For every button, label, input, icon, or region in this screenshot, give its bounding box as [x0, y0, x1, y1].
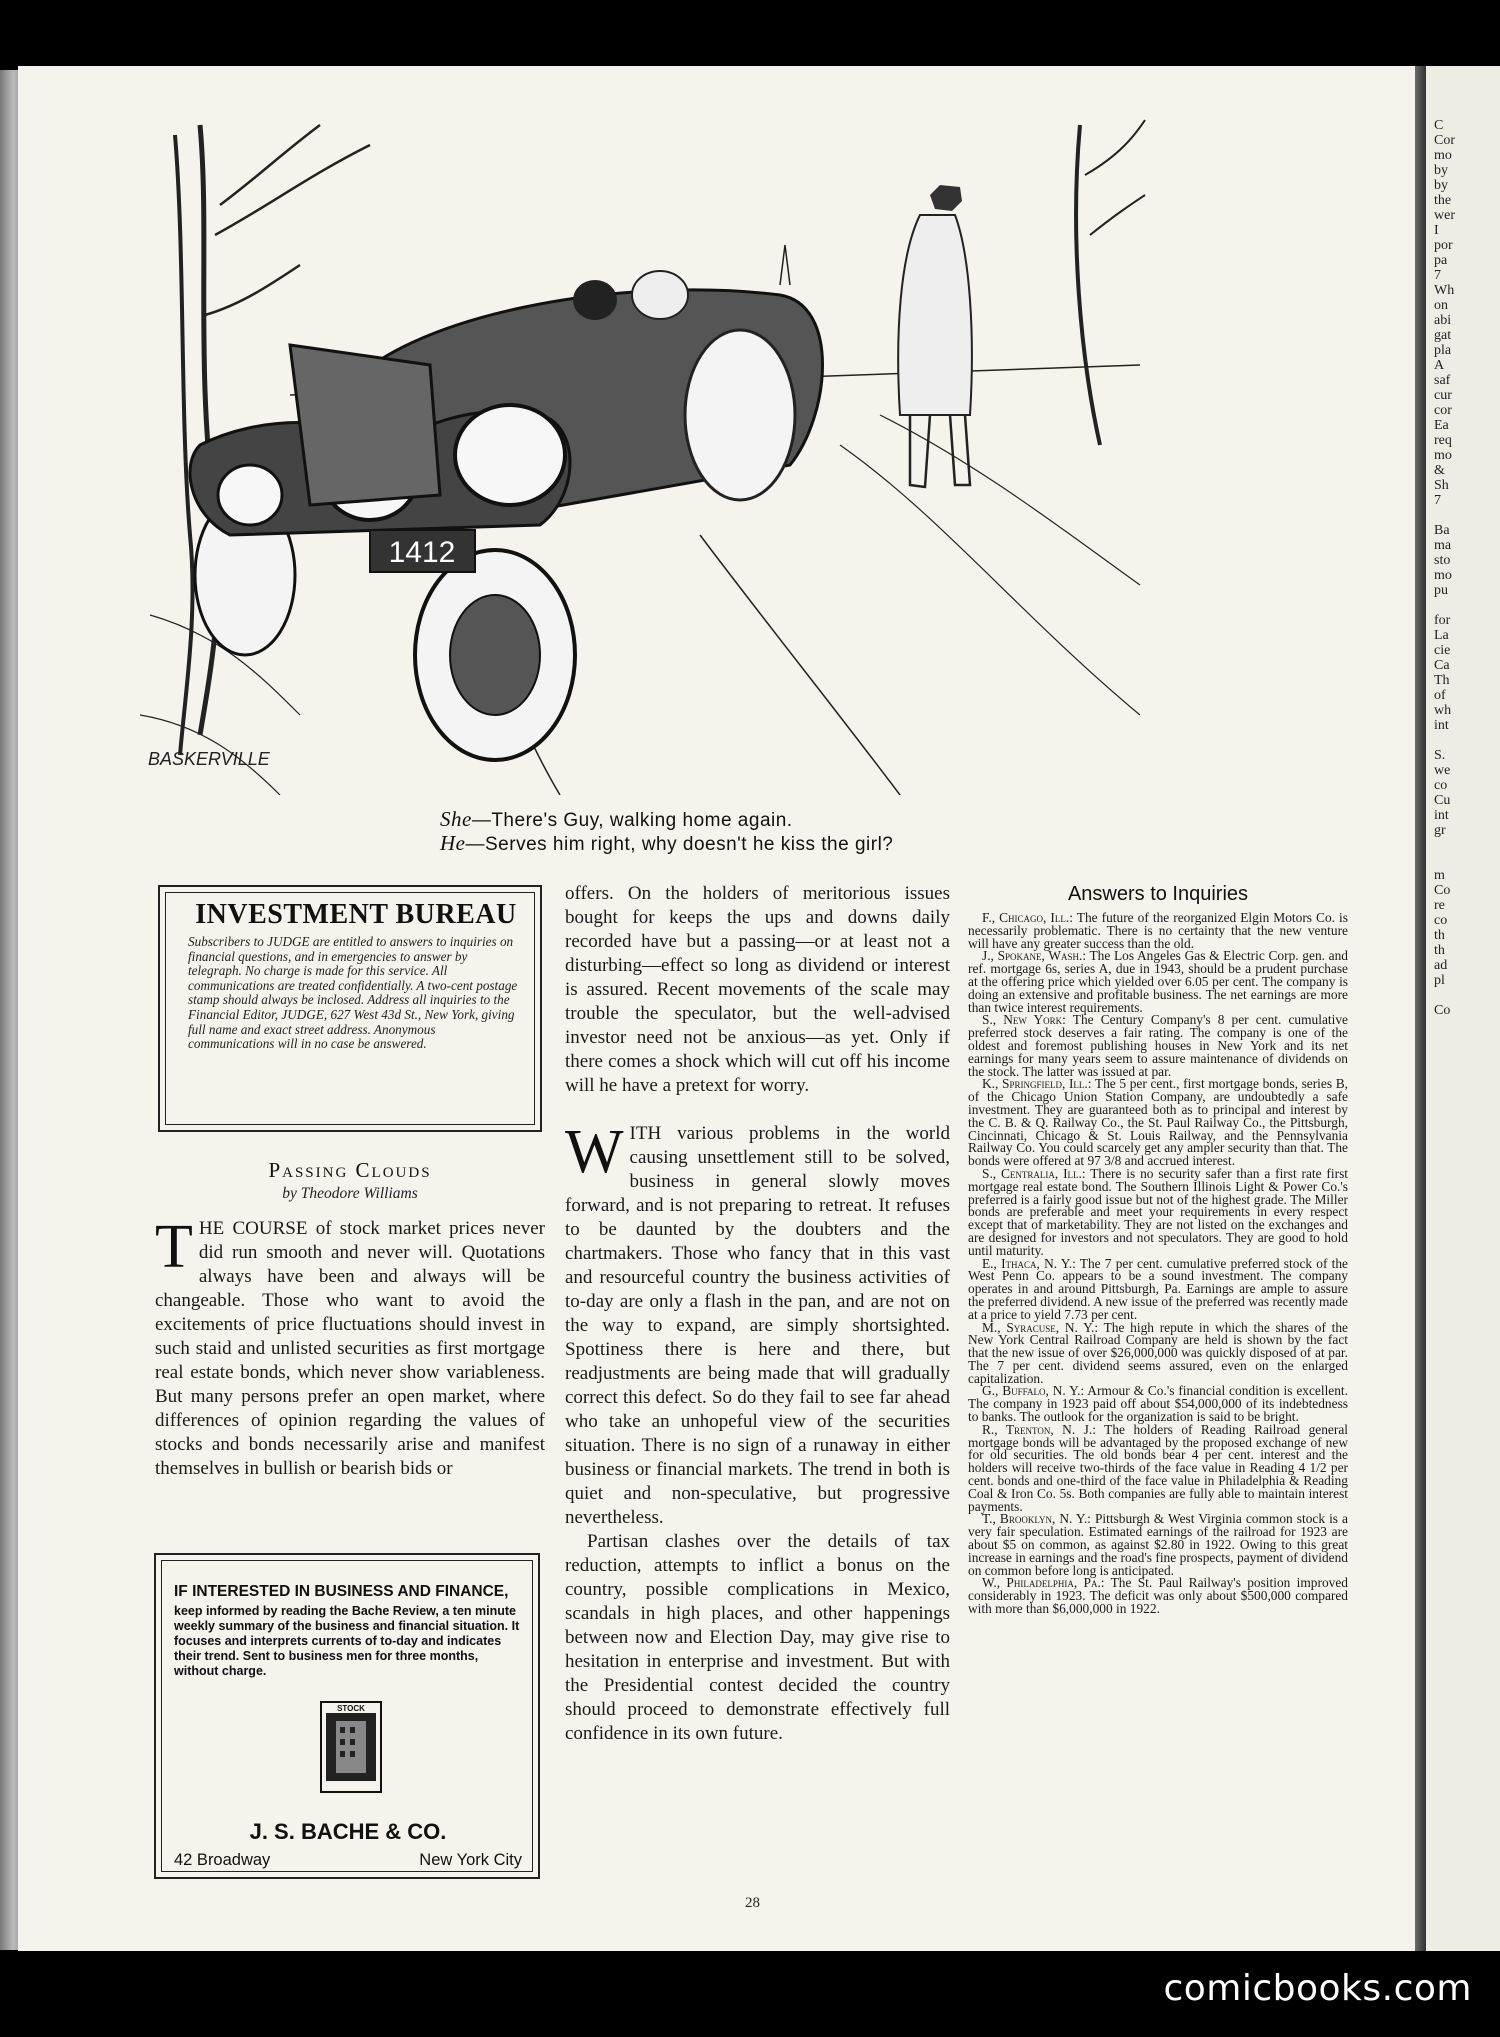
right-page-text-fragment: ad [1434, 958, 1448, 973]
right-page-text-fragment: 7 [1434, 493, 1441, 508]
article-column-1: THE COURSE of stock market prices never did run smooth and never will. Quotations always have been and always will be changeable. Those who want to avoid the excitements of price fluctuations should invest in such staid and unlisted securities as first mortgage real estate bonds, which never show variableness. But many persons prefer an open market, where differences of opinion regarding the values of stocks and bonds necessarily arise and manifest themselves in bullish or bearish bids or [155, 1213, 545, 1479]
answer-sender: M., Syracuse, N. Y.: [982, 1319, 1099, 1335]
drop-cap: T [155, 1213, 193, 1281]
page-number: 28 [745, 1895, 760, 1911]
right-page-text-fragment: abi [1434, 313, 1452, 328]
right-page-text-fragment: Wh [1434, 283, 1455, 298]
walking-man [898, 185, 972, 487]
answer-sender: S., New York: [982, 1012, 1066, 1028]
right-page-text-fragment: mo [1434, 448, 1452, 463]
article-title: Passing Clouds [268, 1158, 432, 1182]
right-page-text-fragment: C [1434, 118, 1444, 133]
right-page-text-fragment: A [1434, 358, 1445, 373]
answer-sender: K., Springfield, Ill.: [982, 1076, 1092, 1092]
right-page-text-fragment: Ca [1434, 658, 1450, 673]
answer-item [968, 912, 1348, 950]
drop-cap: W [565, 1118, 624, 1186]
right-page-text-fragment [1426, 838, 1500, 853]
answer-sender: T., Brooklyn, N. Y.: [982, 1511, 1091, 1527]
right-page-text-fragment: pa [1434, 253, 1448, 268]
answer-item [968, 950, 1348, 1014]
article-column-2: offers. On the holders of meritorious issues bought for keeps the ups and downs daily recorded have but a passing—or at least not a disturbing—effect so long as dividend or interest is assured. Recent movements of the scale may trouble the speculator, but the well-advised investor need not be anxious—as yet. Only if there comes a shock which will cut off his income will he have a pretext for worry. WITH various problems in the world causing unsettlement still to be solved, business in general slowly moves forward, and is not preparing to retreat. It refuses to be daunted by the doubters and the chartmakers. Those who fancy that in this vast and resourceful country the business activities of to-day are only a flash in the pan, and are not on the way to expand, are simply shortsighted. Spottiness there is here and there, but readjustments are being made that will gradually correct this defect. So do they fail to see far ahead who take an unhopeful view of the securities situation. There is no sign of a runaway in either business or financial markets. The trend in both is quiet and non-speculative, but progressive nevertheless. Partisan clashes over the details of tax reduction, attempts to inflict a bonus on the country, possible complications in Mexico, scandals in high places, and other happenings between now and Election Day, may give rise to hesitation in enterprise and investment. But with the Presidential contest decided the country should proceed to demonstrate effectively full confidence in its own future. [565, 883, 950, 1744]
artist-signature: BASKERVILLE [148, 749, 270, 769]
right-page-text-fragment: Cor [1434, 133, 1455, 148]
cartoon-caption: She—There's Guy, walking home again. He—Serves him right, why doesn't he kiss the girl? [440, 807, 894, 855]
bache-advertisement [154, 1553, 540, 1879]
right-page-text-fragment: saf [1434, 373, 1451, 388]
article-paragraph: offers. On the holders of meritorious issues bought for keeps the ups and downs daily recorded have but a passing—or at least not a disturbing—effect so long as dividend or interest is assured. Recent movements of the scale may trouble the speculator, but the well-advised investor need not be anxious—as yet. Only if there comes a shock which will cut off his income will he have a pretext for worry. [565, 883, 950, 1096]
answer-sender: R., Trenton, N. J.: [982, 1421, 1096, 1437]
article-paragraph: Partisan clashes over the details of tax reduction, attempts to inflict a bonus on the country, possible complications in Mexico, scandals in high places, and other happenings between now and Election Day, may give rise to hesitation in enterprise and investment. But with the Presidential contest decided the country should proceed to demonstrate effectively full confidence in its own future. [565, 1531, 950, 1744]
answer-text: The 7 per cent. cumulative preferred stock of the West Penn Co. appears to be a sound investment. The company operates in and around Pittsburgh, Pa. Earnings are ample to assure the preferred dividend. A new issue of the preferred was recently made at a price to yield 7.73 per cent. [968, 1255, 1348, 1322]
ad-city: New York City [419, 1851, 522, 1869]
right-page-text-fragment: on [1434, 298, 1448, 313]
right-page-text-fragment: the [1434, 193, 1452, 208]
automobile [190, 271, 823, 760]
right-page-text-fragment: por [1434, 238, 1453, 253]
right-page-text-fragment: I [1434, 223, 1439, 238]
right-page-text-fragment: wh [1434, 703, 1452, 718]
right-page-text-fragment: int [1434, 718, 1449, 733]
right-page-text-fragment: sto [1434, 553, 1451, 568]
ad-address: New York City 42 Broadway [174, 1851, 522, 1869]
answer-text: The Century Company's 8 per cent. cumulative preferred stock deserves a fair rating. The company is one of the oldest and foremost publishing houses in New York and its net earnings for many years seem to assure maintenance of dividends on the stock. The latter was issued at par. [968, 1012, 1348, 1079]
right-page-fragment [1426, 66, 1500, 1951]
right-page-text-fragment: for [1434, 613, 1451, 628]
right-page-text-fragment: cor [1434, 403, 1452, 418]
investment-bureau-notice: Subscribers to JUDGE are entitled to answers to inquiries on financial questions, and in emergencies to answer by telegraph. No charge is made for this service. All communications are treated confidentially. A two-cent postage stamp should always be inclosed. Address all inquiries to the Financial Editor, JUDGE, 627 West 43d St., New York, giving full name and exact street address. Anonymous communications will in no case be answered. [188, 934, 518, 1052]
answer-sender: G., Buffalo, N. Y.: [982, 1383, 1085, 1399]
right-page-text-fragment: pla [1434, 343, 1452, 358]
right-page-text-fragment: S. [1434, 748, 1446, 763]
right-page-text-fragment: ma [1434, 538, 1452, 553]
right-page-text-fragment: re [1434, 898, 1445, 913]
right-page-text-fragment: & [1434, 463, 1445, 478]
right-page-text-fragment: we [1434, 763, 1451, 778]
right-page-text-fragment: Sh [1434, 478, 1449, 493]
right-page-text-fragment: mo [1434, 148, 1452, 163]
answer-sender: F., Chicago, Ill.: [982, 910, 1073, 925]
license-plate-number: 1412 [388, 536, 456, 569]
right-page-text-fragment [1426, 598, 1500, 613]
right-page-text-fragment: La [1434, 628, 1449, 643]
answer-item [968, 1255, 1348, 1322]
right-page-text-fragment: Ea [1434, 418, 1449, 433]
ad-text: keep informed by reading the Bache Review, a ten minute weekly summary of the business and financial situation. It focuses and interprets currents of to-day and indicates their trend. Sent to business men for three months, without charge. [174, 1604, 520, 1678]
answer-item [968, 1014, 1348, 1078]
logo-bottom-label: MEMBERS [334, 1784, 368, 1791]
right-page-text-fragment: co [1434, 778, 1448, 793]
right-page-text-fragment: Co [1434, 883, 1451, 898]
answer-text: Armour & Co.'s financial condition is excellent. The company in 1923 paid off about $54,000,000 of its indebtedness to banks. The outlook for the organization is said to be bright. [968, 1383, 1348, 1425]
right-page-text-fragment: th [1434, 943, 1445, 958]
right-page-text-fragment: co [1434, 913, 1448, 928]
right-page-text-fragment: pl [1434, 973, 1445, 988]
answers-heading: Answers to Inquiries [1067, 883, 1249, 905]
answer-text: The future of the reorganized Elgin Motors Co. is necessarily problematic. There is no certainty that the new venture will have any greater success than the old. [968, 910, 1348, 951]
answers-column [968, 912, 1348, 1616]
answer-text: The holders of Reading Railroad general mortgage bonds will be advantaged by the proposed exchange of new for old securities. The old bonds bear 4 per cent. interest and the holders will receive two-thirds of the face value in Reading 4 1/2 per cent. bonds and one-third of the face value in Philadelphia & Reading Coal & Iron Co. 5s. Both companies are fully able to maintain interest payments. [968, 1421, 1348, 1514]
ad-headline: IF INTERESTED IN BUSINESS AND FINANCE, [174, 1583, 509, 1600]
right-page-text-fragment: gat [1434, 328, 1452, 343]
answer-item [968, 1577, 1348, 1615]
right-page-text-fragment [1426, 508, 1500, 523]
right-page-text-fragment: pu [1434, 583, 1448, 598]
right-page-text-fragment: cie [1434, 643, 1451, 658]
stock-exchange-logo [320, 1701, 382, 1793]
answer-item [968, 1513, 1348, 1577]
right-page-text-fragment [1426, 733, 1500, 748]
answer-text: The St. Paul Railway's position improved considerably in 1923. The deficit was only about $500,000 compared with more than $6,000,000 in 1922. [968, 1575, 1348, 1617]
right-page-text-fragment: th [1434, 928, 1445, 943]
answer-item [968, 1385, 1348, 1423]
site-watermark: comicbooks.com [1163, 1968, 1472, 2009]
answer-sender: W., Philadelphia, Pa.: [982, 1575, 1105, 1591]
right-page-text-fragment: gr [1434, 823, 1446, 838]
ad-company-name: J. S. BACHE & CO. [249, 1819, 447, 1844]
answer-item [968, 1078, 1348, 1168]
answer-text: Pittsburgh & West Virginia common stock is a very fair speculation. Estimated earnings of the railroad for 1923 are about $5 on common, as against $2.80 in 1922. Owing to this great increase in earnings and the road's fine prospects, payment of dividend on common before long is anticipated. [968, 1511, 1348, 1578]
right-page-text-fragment: mo [1434, 568, 1452, 583]
answer-text: The high repute in which the shares of the New York Central Railroad Company are held is shown by the fact that the new issue of over $26,000,000 was quickly disposed of at par. The 7 per cent. dividend seems assured, even on the enlarged capitalization. [968, 1319, 1348, 1386]
right-page-text-fragment: cur [1434, 388, 1452, 403]
answer-text: There is no security safer than a first rate first mortgage real estate bond. The Southern Illinois Light & Power Co.'s preferred is a fairly good issue but not of the highest grade. The Miller bonds are preferable and meet your requirements in every respect except that of marketability. They are not listed on the exchanges and are designed for investors and not speculators. They are good to hold until maturity. [968, 1165, 1349, 1258]
logo-top-label: STOCK [337, 1704, 365, 1713]
article-byline: by Theodore Williams [282, 1185, 418, 1202]
right-page-text-fragment: m [1434, 868, 1445, 883]
answer-item [968, 1421, 1348, 1514]
answer-sender: J., Spokane, Wash.: [982, 948, 1087, 964]
investment-bureau-box [158, 885, 542, 1132]
right-page-text-fragment: Th [1434, 673, 1450, 688]
answer-text: The 5 per cent., first mortgage bonds, series B, of the Chicago Union Station Company, are undoubtedly a safe investment. They are guaranteed both as to principal and interest by the C. B. & Q. Railway Co., the St. Paul Railway Co., the Pittsburgh, Cincinnati, Chicago & St. Louis Railway, and the Pennsylvania Railway Co. You could scarcely get any ampler security than that. The bonds were offered at 97 3/8 and accrued interest. [968, 1076, 1348, 1169]
cartoon-illustration [140, 115, 1150, 795]
right-page-text-fragment: 7 [1434, 268, 1441, 283]
answer-item [968, 1165, 1349, 1258]
right-page-text-fragment [1426, 853, 1500, 868]
right-page-text-fragment: of [1434, 688, 1446, 703]
right-page-text-fragment: int [1434, 808, 1449, 823]
answer-text: The Los Angeles Gas & Electric Corp. gen. and ref. mortgage 6s, series A, due in 1943, should be a prudent purchase at the offering price which yielded over 6.05 per cent. The company is doing an extensive and profitable business. The net earnings are more than twice interest requirements. [968, 948, 1348, 1015]
investment-bureau-title: INVESTMENT BUREAU [195, 899, 517, 930]
tree-right [1076, 120, 1145, 445]
right-page-text-fragment: req [1434, 433, 1452, 448]
answer-sender: S., Centralia, Ill.: [982, 1165, 1086, 1181]
right-page-text-fragment: Co [1434, 1003, 1451, 1018]
right-page-text-fragment: Cu [1434, 793, 1451, 808]
right-page-text-fragment: wer [1434, 208, 1455, 223]
right-page-text-fragment: by [1434, 163, 1448, 178]
right-page-text-fragment [1426, 988, 1500, 1003]
answer-item [968, 1319, 1348, 1386]
right-page-text-fragment: Ba [1434, 523, 1450, 538]
right-page-text-fragment: by [1434, 178, 1448, 193]
answer-sender: E., Ithaca, N. Y.: [982, 1255, 1076, 1271]
